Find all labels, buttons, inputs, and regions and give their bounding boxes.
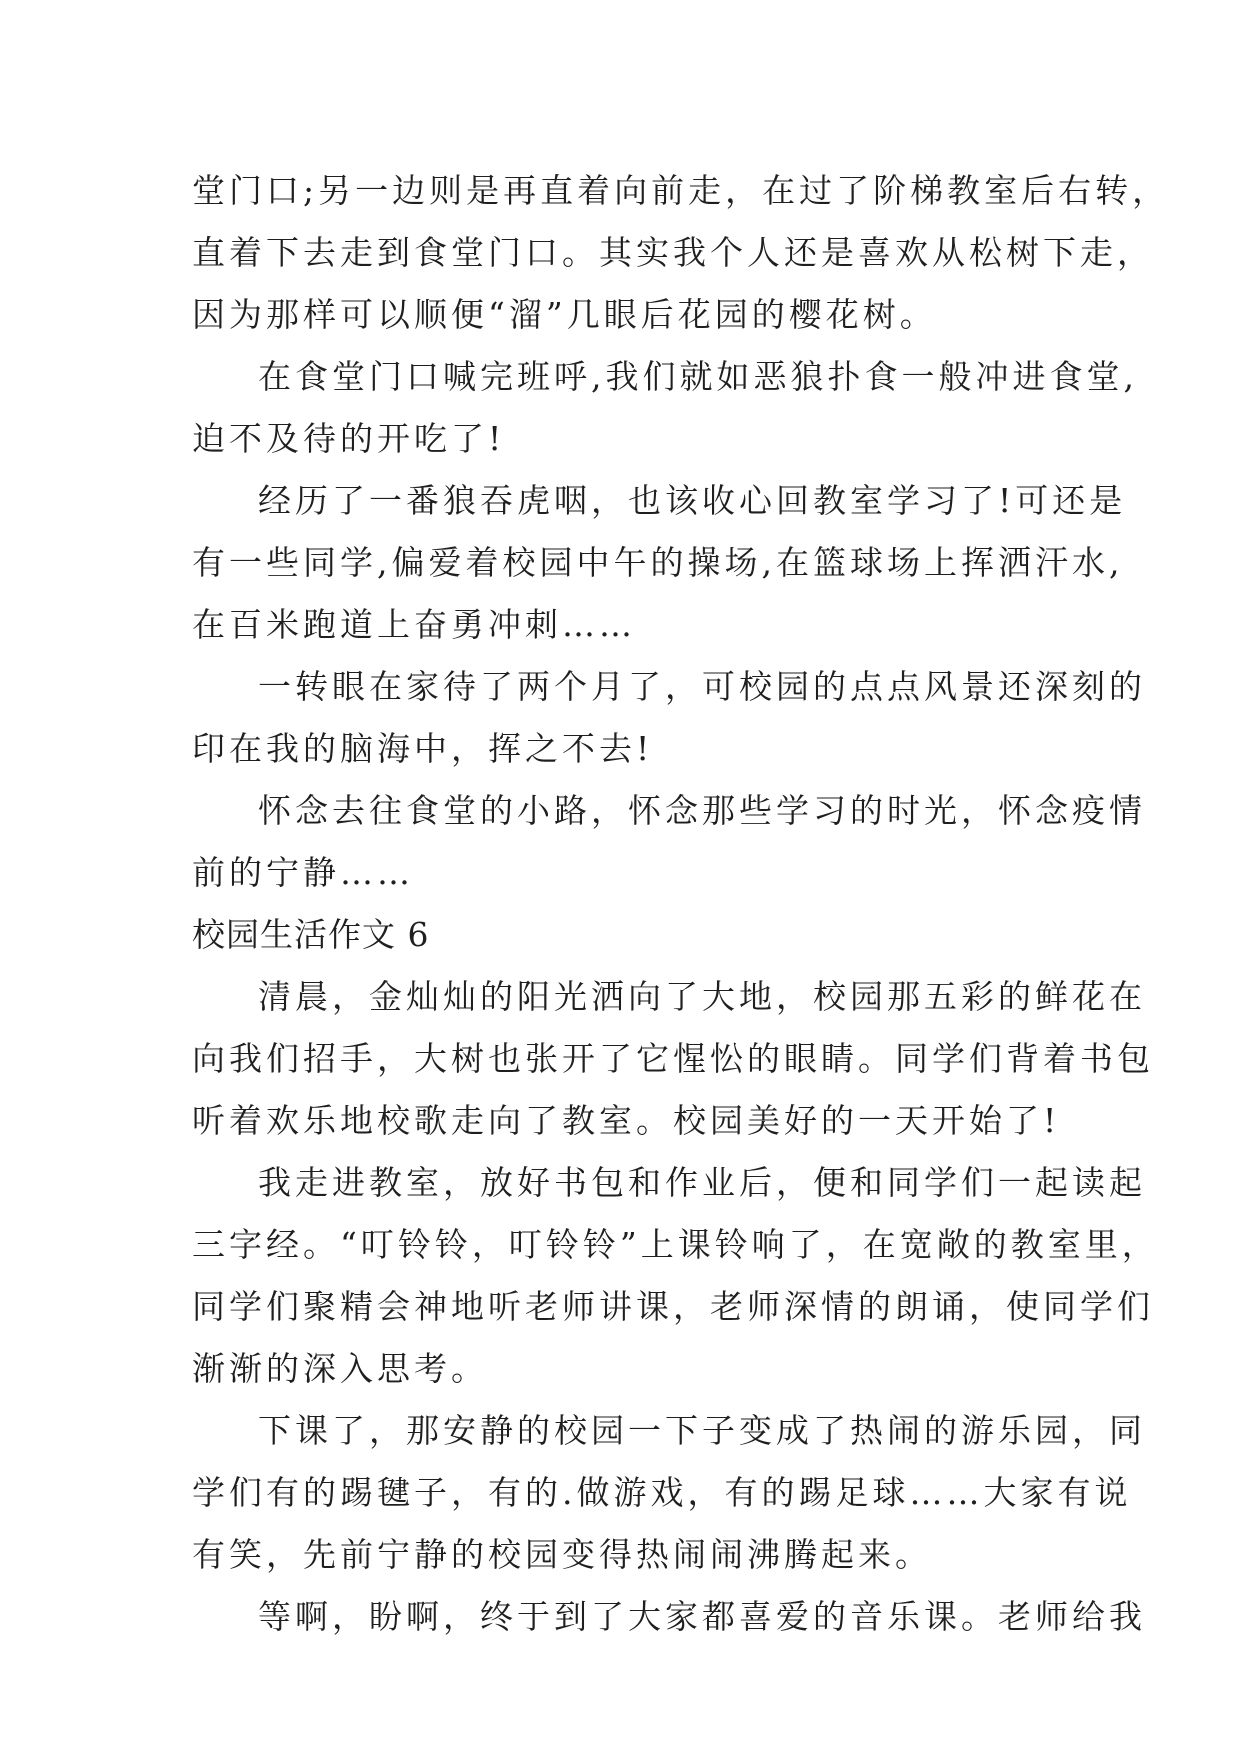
document-body — [192, 160, 1170, 1648]
text-line: 我走进教室，放好书包和作业后，便和同学们一起读起 — [258, 1163, 1146, 1202]
text-line: 迫不及待的开吃了! — [192, 419, 506, 458]
text-line: 前的宁静…… — [192, 853, 414, 892]
text-line: 有一些同学,偏爱着校园中午的操场,在篮球场上挥洒汗水, — [192, 543, 1124, 582]
section-heading: 校园生活作文 6 — [192, 915, 430, 954]
text-line: 听着欢乐地校歌走向了教室。校园美好的一天开始了! — [192, 1101, 1061, 1140]
text-line: 在食堂门口喊完班呼,我们就如恶狼扑食一般冲进食堂, — [258, 357, 1138, 396]
text-line: 因为那样可以顺便“溜”几眼后花园的樱花树。 — [192, 295, 937, 334]
text-line: 渐渐的深入思考。 — [192, 1349, 488, 1388]
text-line: 直着下去走到食堂门口。其实我个人还是喜欢从松树下走， — [192, 233, 1154, 272]
text-line: 清晨，金灿灿的阳光洒向了大地，校园那五彩的鲜花在 — [258, 977, 1146, 1016]
text-line: 同学们聚精会神地听老师讲课，老师深情的朗诵，使同学们 — [192, 1287, 1154, 1326]
text-line: 一转眼在家待了两个月了，可校园的点点风景还深刻的 — [258, 667, 1146, 706]
text-line: 等啊，盼啊，终于到了大家都喜爱的音乐课。老师给我 — [258, 1597, 1146, 1636]
text-line: 经历了一番狼吞虎咽，也该收心回教室学习了!可还是 — [258, 481, 1127, 520]
text-line: 堂门口;另一边则是再直着向前走，在过了阶梯教室后右转， — [192, 171, 1170, 210]
text-line: 向我们招手，大树也张开了它惺忪的眼睛。同学们背着书包 — [192, 1039, 1154, 1078]
text-line: 三字经。“叮铃铃，叮铃铃”上课铃响了，在宽敞的教室里， — [192, 1225, 1159, 1264]
text-line: 怀念去往食堂的小路，怀念那些学习的时光，怀念疫情 — [258, 791, 1146, 830]
text-line: 有笑，先前宁静的校园变得热闹闹沸腾起来。 — [192, 1535, 932, 1574]
text-line: 在百米跑道上奋勇冲刺…… — [192, 605, 636, 644]
text-line: 学们有的踢毽子，有的.做游戏，有的踢足球……大家有说 — [192, 1473, 1132, 1512]
text-line: 下课了，那安静的校园一下子变成了热闹的游乐园，同 — [258, 1411, 1146, 1450]
text-line: 印在我的脑海中，挥之不去! — [192, 729, 654, 768]
